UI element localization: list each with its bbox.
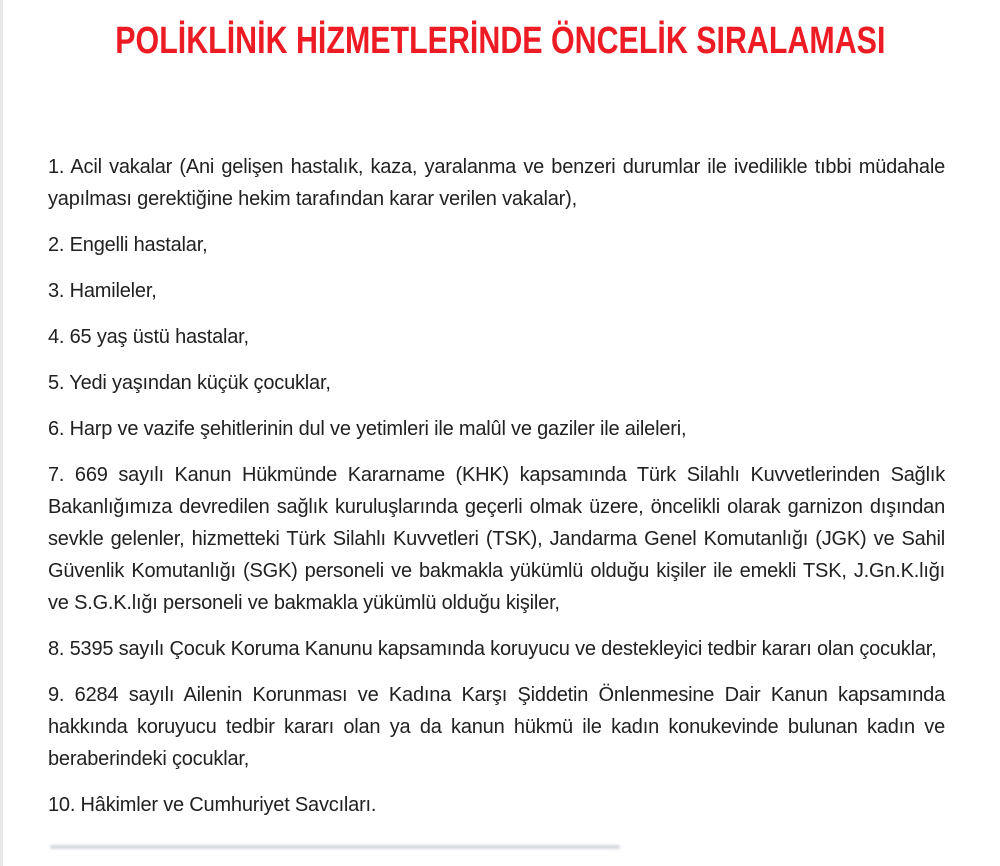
list-item-4: 4. 65 yaş üstü hastalar, bbox=[48, 326, 249, 348]
list-item-5: 5. Yedi yaşından küçük çocuklar, bbox=[48, 372, 331, 394]
list-item-1: 1. Acil vakalar (Ani gelişen hastalık, kaza, yaralanma ve benzeri durumlar ile ivedilikle tıbbi müdahale yapılması gerektiğine hekim tarafından karar verilen vakalar), bbox=[48, 156, 945, 210]
cropped-text-artifact bbox=[50, 845, 620, 849]
page-left-edge bbox=[0, 0, 3, 866]
list-item-2: 2. Engelli hastalar, bbox=[48, 234, 208, 256]
page-title bbox=[0, 20, 1000, 63]
list-item-10: 10. Hâkimler ve Cumhuriyet Savcıları. bbox=[48, 794, 377, 816]
list-item-9: 9. 6284 sayılı Ailenin Korunması ve Kadına Karşı Şiddetin Önlenmesine Dair Kanun kapsamında hakkında koruyucu tedbir kararı olan ya da kanun hükmü ile kadın konukevinde bulunan kadın ve beraberindeki çocuklar, bbox=[48, 684, 945, 770]
priority-list bbox=[48, 151, 945, 835]
list-item-8: 8. 5395 sayılı Çocuk Koruma Kanunu kapsamında koruyucu ve destekleyici tedbir kararı olan çocuklar, bbox=[48, 638, 937, 660]
list-item-3: 3. Hamileler, bbox=[48, 280, 157, 302]
list-item-6: 6. Harp ve vazife şehitlerinin dul ve yetimleri ile malûl ve gaziler ile aileleri, bbox=[48, 418, 687, 440]
list-item-7: 7. 669 sayılı Kanun Hükmünde Kararname (KHK) kapsamında Türk Silahlı Kuvvetlerinden Sağlık Bakanlığımıza devredilen sağlık kuruluşlarında geçerli olmak üzere, öncelikli olarak garnizon dışından sevkle gelenler, hizmetteki Türk Silahlı Kuvvetleri (TSK), Jandarma Genel Komutanlığı (JGK) ve Sahil Güvenlik Komutanlığı (SGK) personeli ve bakmakla yükümlü olduğu kişiler ile emekli TSK, J.Gn.K.lığı ve S.G.K.lığı personeli ve bakmakla yükümlü olduğu kişiler, bbox=[48, 464, 945, 614]
page-title-text: POLİKLİNİK HİZMETLERİNDE ÖNCELİK SIRALAMASI bbox=[114, 20, 886, 62]
